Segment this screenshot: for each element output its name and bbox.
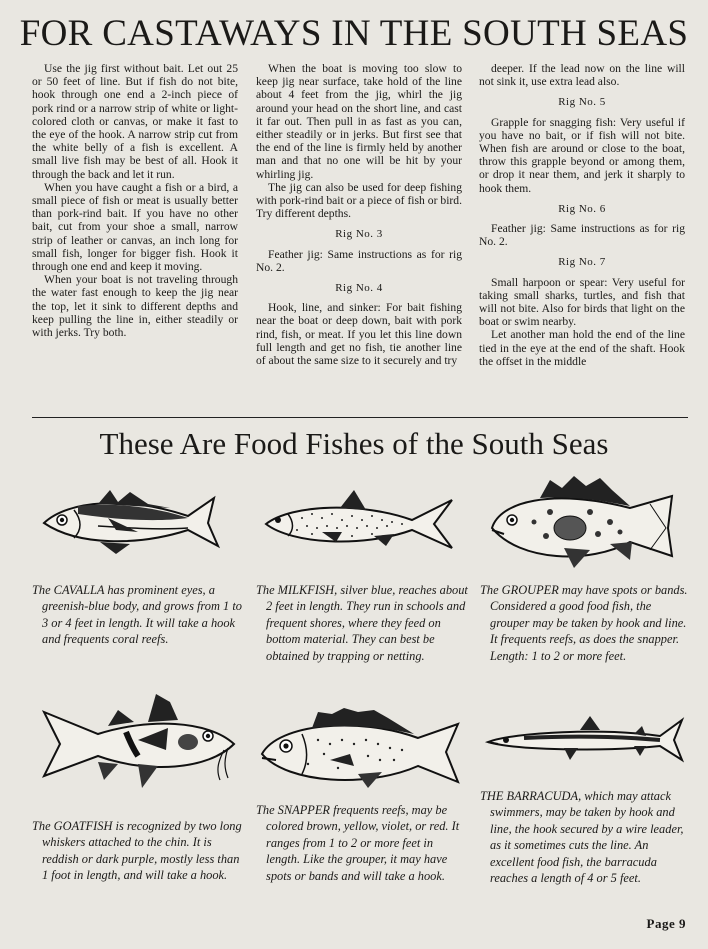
snapper-illustration xyxy=(258,704,464,788)
caption-text: The GROUPER may have spots or bands. Considered a good food fish, the grouper may be taken by hook and line. It frequents reefs, as does the snapper. Length: 1 to 2 or more feet. xyxy=(480,583,688,663)
text-column-1 xyxy=(32,62,238,339)
caption-text: The MILKFISH, silver blue, reaches about 2 feet in length. They run in schools and frequent shores, where they feed on bottom material. They can best be obtained by trapping or netting. xyxy=(256,583,468,663)
goatfish-illustration xyxy=(38,690,238,800)
goatfish-caption xyxy=(32,818,244,884)
text-column-3 xyxy=(479,62,685,368)
section-title: These Are Food Fishes of the South Seas xyxy=(99,426,609,461)
caption-text: The CAVALLA has prominent eyes, a greenish-blue body, and grows from 1 to 3 or 4 feet in length. It will take a hook and frequents coral reefs. xyxy=(32,583,242,647)
rig-heading: Rig No. 5 xyxy=(558,96,606,109)
milkfish-illustration xyxy=(262,486,458,560)
rig-heading: Rig No. 4 xyxy=(335,282,383,295)
rig-heading: Rig No. 3 xyxy=(335,228,383,241)
paragraph: When your boat is not traveling through the water fast enough to keep the jig near the top, let it sink to different depths and keep pulling the line in, either steadily or with jerks. Try both. xyxy=(32,273,238,340)
rig-heading: Rig No. 6 xyxy=(558,202,606,215)
milkfish-caption xyxy=(256,582,468,664)
caption-text: The SNAPPER frequents reefs, may be colored brown, yellow, violet, or red. It ranges from 1 to 2 or more feet in length. Like the grouper, it may have spots or bands and will take a hook. xyxy=(256,803,460,883)
paragraph: When the boat is moving too slow to keep jig near surface, take hold of the line about 4 feet from the jig, whirl the jig around your head on the short line, and cast it far out. Then pull in as fast as you can, either steadily or in jerks. But first see that the end of the line is firmly held by another man and that no one will be hit by your whirling jig. xyxy=(256,62,462,181)
paragraph: Hook, line, and sinker: For bait fishing near the boat or deep down, bait with pork rind, fish, or meat. If you let this line down full length and get no fish, tie another line of about the same size to it securely and try xyxy=(256,301,462,368)
paragraph: The jig can also be used for deep fishing with pork-rind bait or a piece of fish or bird. Try different depths. xyxy=(256,180,462,221)
paragraph: Small harpoon or spear: Very useful for taking small sharks, turtles, and fish that will not bite. Also for birds that light on the boat or swim nearby. xyxy=(479,275,685,329)
paragraph: Let another man hold the end of the line tied in the eye at the end of the shaft. Hook the offset in the middle xyxy=(479,328,685,368)
paragraph: Feather jig: Same instructions as for rig No. 2. xyxy=(256,247,462,274)
cavalla-caption xyxy=(32,582,244,648)
page-title: FOR CASTAWAYS IN THE SOUTH SEAS xyxy=(19,13,689,54)
caption-text: The GOATFISH is recognized by two long whiskers attached to the chin. It is reddish or dark purple, mostly less than 1 foot in length, and will take a hook. xyxy=(32,819,242,883)
paragraph: Feather jig: Same instructions as for rig No. 2. xyxy=(479,222,685,249)
paragraph: Grapple for snagging fish: Very useful if you have no bait, or if fish will not bite. When fish are around or close to the boat, throw this grapple beyond or among them, or drop it near them, and jerk it sharply to hook them. xyxy=(479,115,685,195)
grouper-caption xyxy=(480,582,690,664)
snapper-caption xyxy=(256,802,468,884)
paragraph: Use the jig first without bait. Let out 25 or 50 feet of line. But if fish do not bite, hook through one end a 2-inch piece of pork rind or a narrow strip of white or light-colored cloth or canvas, or make it fast to the eye of the hook. A narrow strip cut from the white belly of a fish is excellent. A small live fish may be best of all. Hook it through the back and let it run. xyxy=(32,62,238,181)
caption-text: THE BARRACUDA, which may attack swimmers, may be taken by hook and line, the hook secured by a wire leader, as it sometimes cuts the line. An excellent food fish, the barracuda reaches a length of 4 or 5 feet. xyxy=(480,789,684,886)
barracuda-caption xyxy=(480,788,690,886)
paragraph: When you have caught a fish or a bird, a small piece of fish or meat is usually better than pork-rind bait. If you have no other bait, cut from your shoe a small, narrow strip of leather or canvas, an inch long for small fish, longer for bigger fish. Hook it through one end and keep it moving. xyxy=(32,180,238,274)
cavalla-illustration xyxy=(38,486,234,560)
page-number: Page 9 xyxy=(646,916,686,931)
text-column-2 xyxy=(256,62,462,367)
section-divider xyxy=(32,417,688,418)
paragraph: deeper. If the lead now on the line will not sink it, use extra lead also. xyxy=(479,62,685,89)
rig-heading: Rig No. 7 xyxy=(558,256,606,269)
grouper-illustration xyxy=(490,472,680,572)
barracuda-illustration xyxy=(484,712,686,768)
